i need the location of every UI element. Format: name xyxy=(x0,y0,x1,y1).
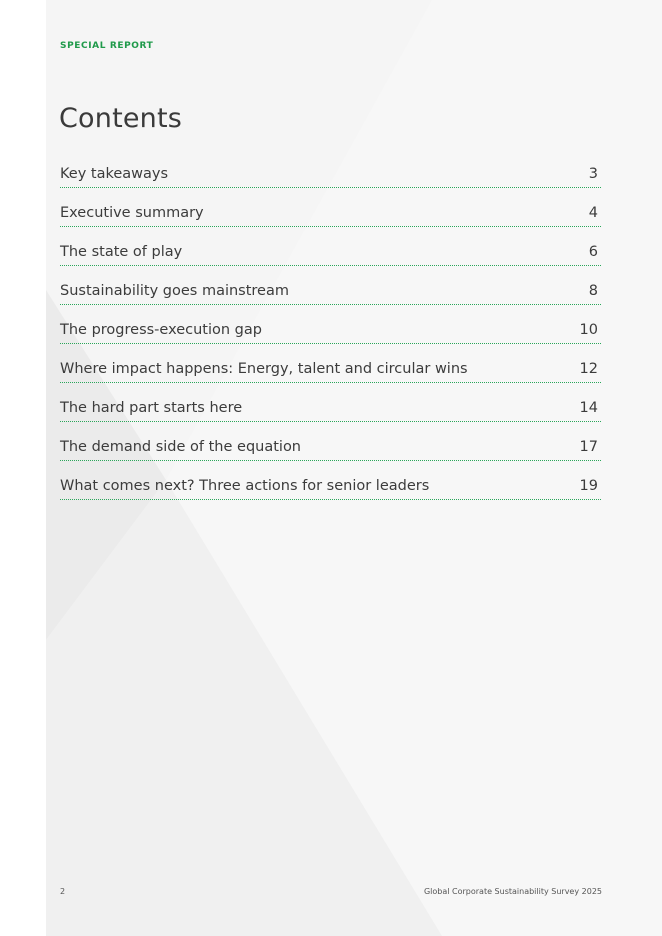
toc-item-page: 4 xyxy=(588,204,598,221)
toc-item-title: The hard part starts here xyxy=(60,399,243,416)
toc-item-page: 19 xyxy=(579,477,598,494)
toc-item-page: 17 xyxy=(579,438,598,455)
page-title: Contents xyxy=(59,103,183,134)
toc-item[interactable] xyxy=(60,228,601,266)
toc-item-title: Key takeaways xyxy=(60,166,169,182)
toc-item-title: Sustainability goes mainstream xyxy=(60,282,289,299)
footer-page-number: 2 xyxy=(60,887,66,896)
section-eyebrow: SPECIAL REPORT xyxy=(60,41,154,51)
toc-item-title: Where impact happens: Energy, talent and circular wins xyxy=(60,360,468,377)
toc-item-page: 14 xyxy=(579,399,598,416)
toc-item-title: The state of play xyxy=(60,243,183,260)
toc-item-page: 10 xyxy=(579,321,598,338)
toc-item[interactable] xyxy=(60,150,601,188)
toc-item[interactable] xyxy=(60,423,601,461)
toc-item-page: 6 xyxy=(588,243,598,260)
toc-item[interactable] xyxy=(60,345,601,383)
toc-item[interactable] xyxy=(60,267,601,305)
toc-item[interactable] xyxy=(60,384,601,422)
toc-item[interactable] xyxy=(60,306,601,344)
table-of-contents xyxy=(60,150,601,500)
toc-item-title: What comes next? Three actions for senior leaders xyxy=(60,477,430,494)
toc-item-title: Executive summary xyxy=(60,204,204,221)
toc-item-page: 8 xyxy=(588,282,598,299)
toc-item[interactable] xyxy=(60,462,601,500)
toc-item[interactable] xyxy=(60,189,601,227)
toc-item-page: 3 xyxy=(588,166,598,182)
toc-item-page: 12 xyxy=(579,360,598,377)
footer-publication-title: Global Corporate Sustainability Survey 2025 xyxy=(423,887,602,896)
toc-item-title: The demand side of the equation xyxy=(60,438,301,455)
toc-item-title: The progress-execution gap xyxy=(60,321,262,338)
